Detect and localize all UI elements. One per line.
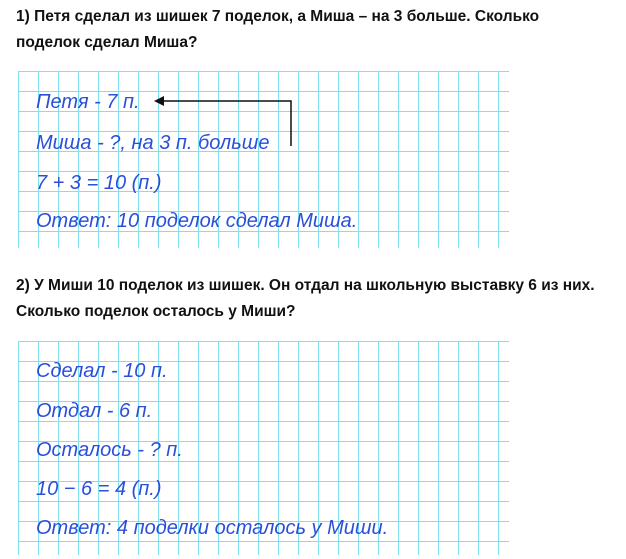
task2-note-gave: Отдал - 6 п. <box>36 400 153 422</box>
task1-note-calc: 7 + 3 = 10 (п.) <box>36 172 162 194</box>
task1-note-petya: Петя - 7 п. <box>36 91 140 113</box>
task2-note-calc: 10 − 6 = 4 (п.) <box>36 478 162 500</box>
task1-line-1: 1) Петя сделал из шишек 7 поделок, а Миша – на 3 больше. Сколько <box>16 8 540 25</box>
task1-note-answer: Ответ: 10 поделок сделал Миша. <box>36 210 358 232</box>
task1-line-2: поделок сделал Миша? <box>16 34 198 51</box>
task2-note-made: Сделал - 10 п. <box>36 360 168 382</box>
task2-line-2: Сколько поделок осталось у Миши? <box>16 303 296 320</box>
task2-note-answer: Ответ: 4 поделки осталось у Миши. <box>36 517 389 539</box>
task1-note-misha: Миша - ?, на 3 п. больше <box>36 132 270 154</box>
task2-text <box>16 273 595 325</box>
task2-line-1: 2) У Миши 10 поделок из шишек. Он отдал на школьную выставку 6 из них. <box>16 277 595 294</box>
task2-note-left: Осталось - ? п. <box>36 439 183 461</box>
